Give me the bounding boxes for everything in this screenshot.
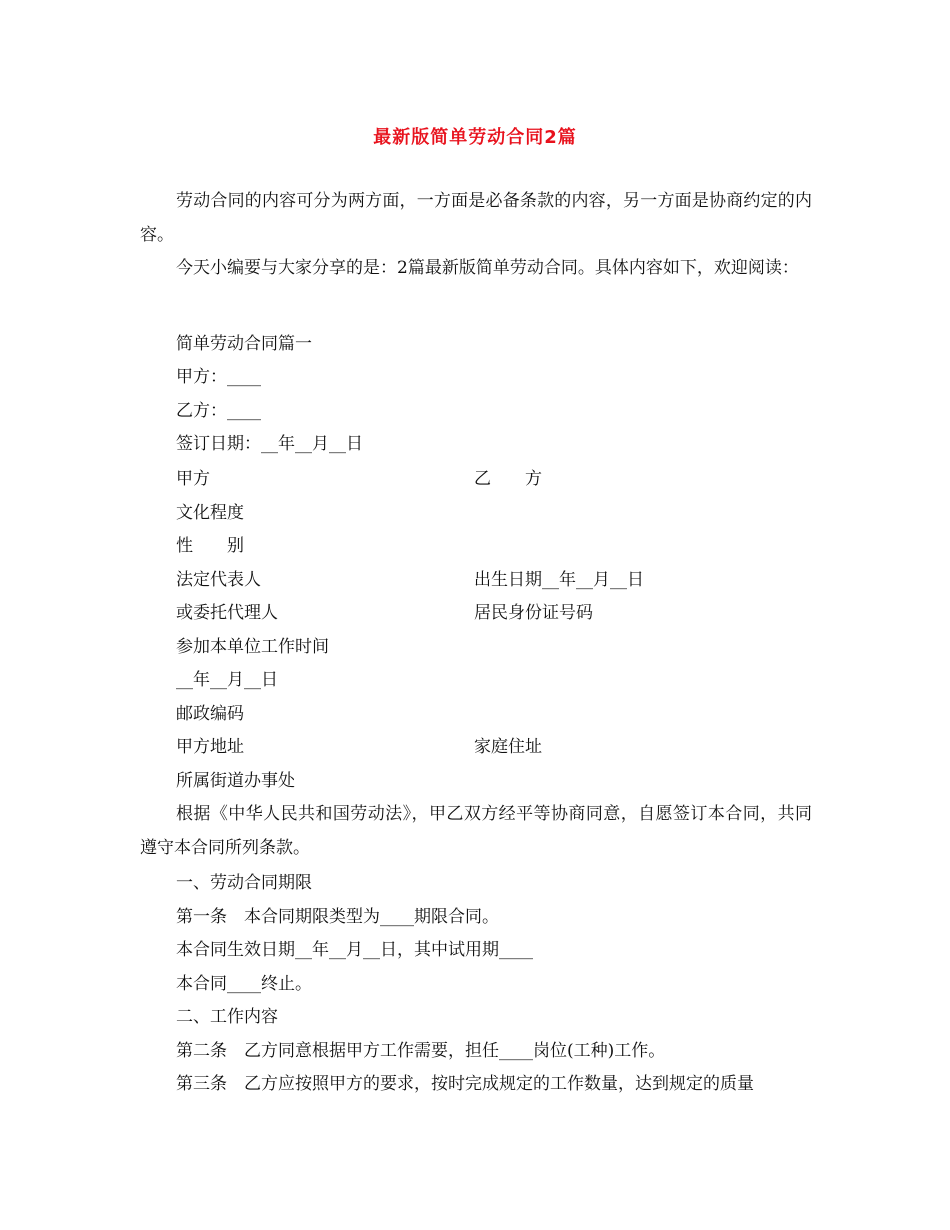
table-row [140,497,812,531]
intro-paragraph-2: 今天小编要与大家分享的是：2篇最新版简单劳动合同。具体内容如下，欢迎阅读： [176,258,799,278]
table-cell-left: 性 别 [176,536,244,556]
clause-line: 第三条 乙方应按照甲方的要求，按时完成规定的工作数量，达到规定的质量 [176,1074,754,1094]
clause-line: 一、劳动合同期限 [176,873,312,893]
party-a-line: 甲方：____ [176,367,261,387]
table-row [140,631,812,665]
intro-paragraph-1: 劳动合同的内容可分为两方面，一方面是必备条款的内容，另一方面是协商约定的内容。 [140,191,812,245]
table-cell-right: 居民身份证号码 [474,603,593,623]
table-cell-left: 所属街道办事处 [176,770,295,791]
table-cell-left: __年__月__日 [176,670,278,690]
table-row [140,597,812,631]
basis-block [140,798,812,865]
sign-date-line: 签订日期：__年__月__日 [176,434,363,454]
table-row [140,463,812,497]
table-row [140,530,812,564]
table-row [140,731,812,765]
table-cell-left: 参加本单位工作时间 [176,636,329,657]
table-row [140,698,812,732]
table-row [140,664,812,698]
intro-block [140,185,812,286]
table-cell-right: 家庭住址 [474,737,542,757]
clause-line: 二、工作内容 [176,1007,278,1027]
party-b-line: 乙方：____ [176,401,261,421]
document-title: 最新版简单劳动合同2篇 [373,127,577,148]
clause-line: 第一条 本合同期限类型为____期限合同。 [176,907,499,927]
table-cell-left: 邮政编码 [176,703,244,724]
clause-line: 本合同生效日期__年__月__日，其中试用期____ [176,940,533,960]
table-cell-right: 出生日期__年__月__日 [474,569,644,590]
table-cell-right: 乙 方 [474,469,542,489]
section-title: 简单劳动合同篇一 [176,334,312,354]
clause-line: 本合同____终止。 [176,974,312,994]
table-cell-left: 或委托代理人 [176,603,278,623]
table-cell-left: 甲方 [176,469,210,489]
table-cell-left: 甲方地址 [176,737,244,757]
basis-paragraph: 根据《中华人民共和国劳动法》，甲乙双方经平等协商同意，自愿签订本合同，共同遵守本合同所列条款。 [140,804,812,858]
clause-line: 第二条 乙方同意根据甲方工作需要，担任____岗位(工种)工作。 [176,1041,666,1061]
table-row [140,564,812,598]
table-row [140,765,812,799]
table-cell-left: 法定代表人 [176,569,261,590]
party-info-table [140,463,812,798]
table-cell-left: 文化程度 [176,502,244,523]
